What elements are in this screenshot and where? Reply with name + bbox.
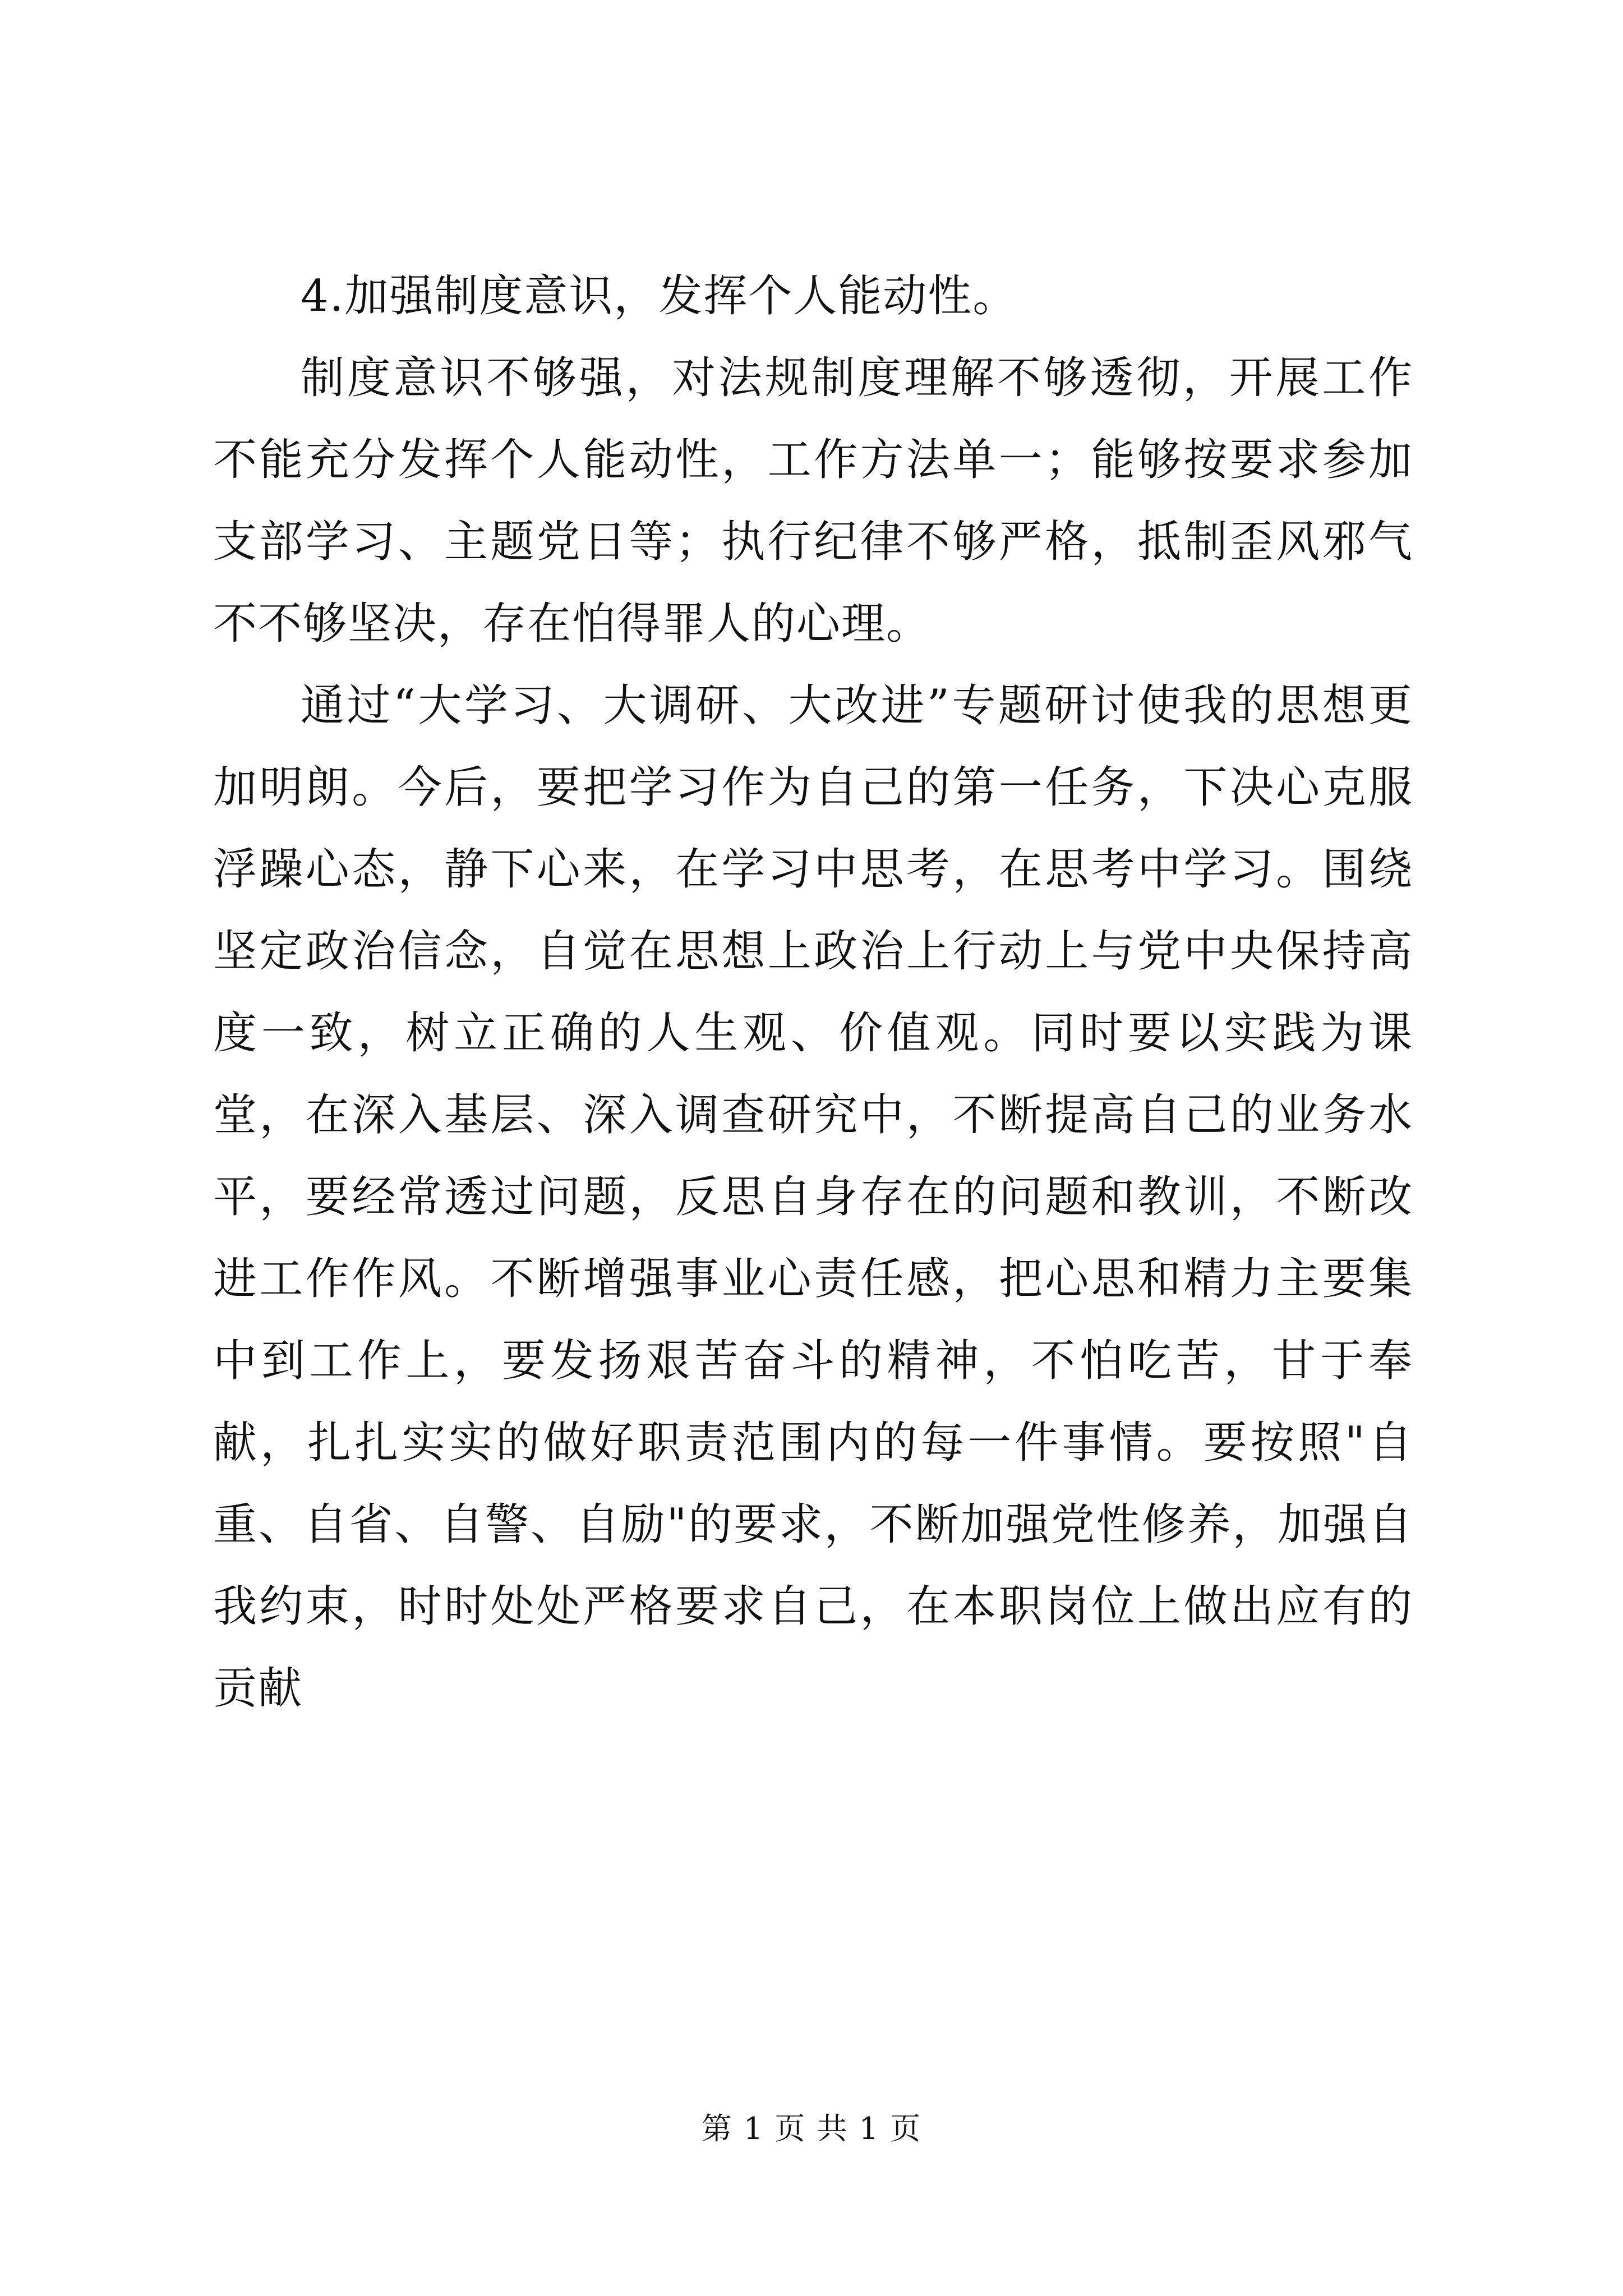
document-body [213,255,1413,1729]
section-heading: 4.加强制度意识，发挥个人能动性。 [301,271,1018,321]
body-paragraph-1: 制度意识不够强，对法规制度理解不够透彻，开展工作不能充分发挥个人能动性，工作方法单一；能够按要求参加支部学习、主题党日等；执行纪律不够严格，抵制歪风邪气不不够坚决，存在怕得罪人的心理。 [213,353,1413,649]
page-footer: 第 1 页 共 1 页 [701,2111,922,2146]
body-paragraph-2: 通过“大学习、大调研、大改进”专题研讨使我的思想更加明朗。今后，要把学习作为自己的第一任务，下决心克服浮躁心态，静下心来，在学习中思考，在思考中学习。围绕坚定政治信念，自觉在思想上政治上行动上与党中央保持高度一致，树立正确的人生观、价值观。同时要以实践为课堂，在深入基层、深入调查研究中，不断提高自己的业务水平，要经常透过问题，反思自身存在的问题和教训，不断改进工作作风。不断增强事业心责任感，把心思和精力主要集中到工作上，要发扬艰苦奋斗的精神，不怕吃苦，甘于奉献，扎扎实实的做好职责范围内的每一件事情。要按照"自重、自省、自警、自励"的要求，不断加强党性修养，加强自我约束，时时处处严格要求自己，在本职岗位上做出应有的贡献 [213,680,1413,1714]
